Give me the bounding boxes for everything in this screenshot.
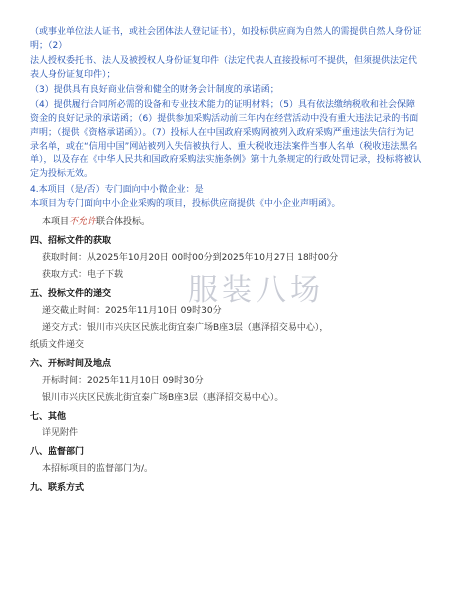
section-8-title: 八、监督部门 (30, 447, 85, 458)
requirement-line-2: 法人授权委托书、法人及被授权人身份证复印件（法定代表人直接投标可不提供，但须提供法定代表人身份证复印件）； (30, 55, 418, 80)
section-6-place: 银川市兴庆区民族北街宜泰广场B座3层（惠泽招交易中心）。 (42, 392, 284, 403)
document-body (30, 26, 422, 499)
requirement-line-1: （或事业单位法人证书，或社会团体法人登记证书），如投标供应商为自然人的需提供自然人身份证明；（2） (30, 27, 422, 51)
requirement-line-3: （3）提供具有良好商业信誉和健全的财务会计制度的承诺函； (30, 84, 279, 95)
watermark-text: 服装八场 (188, 273, 324, 308)
section-8-detail: 本招标项目的监督部门为/。 (42, 464, 154, 475)
section-7-title: 七、其他 (30, 411, 67, 422)
section-6-time: 开标时间：2025年11月10日 09时30分 (42, 375, 204, 386)
section-4-time: 获取时间：从2025年10月20日 00时00分到2025年10月27日 18时00分 (42, 253, 339, 264)
section-5-address: 递交方式：银川市兴庆区民族北街宜泰广场B座3层（惠泽招交易中心）， (42, 322, 329, 333)
section-5-deadline: 递交截止时间：2025年11月10日 09时30分 (42, 305, 222, 316)
section-7-detail[interactable]: 详见附件 (42, 428, 79, 439)
consortium-note-prefix: 本项目 (42, 217, 70, 228)
qualification-requirements (30, 26, 422, 182)
consortium-note-italic: 不允许 (69, 217, 97, 228)
consortium-note (30, 216, 422, 230)
section-4-title: 四、招标文件的获取 (30, 236, 112, 247)
section-6-title: 六、开标时间及地点 (30, 358, 112, 369)
section-9-title: 九、联系方式 (30, 483, 85, 494)
section-4-method-text: 获取方式：电子下载 (42, 270, 124, 280)
section-5-title: 五、投标文件的递交 (30, 288, 112, 299)
sme-line-1: 4.本项目（是/否）专门面向中小微企业：是 (30, 185, 204, 196)
sme-line-2: 本项目为专门面向中小企业采购的项目，投标供应商提供《中小企业声明函》。 (30, 199, 341, 210)
consortium-note-suffix: 联合体投标。 (96, 217, 151, 228)
section-5-form: 纸质文件递交 (30, 339, 85, 350)
requirement-line-4: （4）提供履行合同所必需的设备和专业技术能力的证明材料；（5）具有依法缴纳税收和社会保障资金的良好记录的承诺函；（6）提供参加采购活动前三年内在经营活动中没有重大违法记录的书面声明；（提供《资格承诺函》）。（7）投标人在中国政府采购网被列入政府采购严重违法失信行为记录名单，或在“信用中国”网站被列入失信被执行人、重大税收违法案件当事人名单（税收违法黑名单），以及存在《中华人民共和国政府采购法实施条例》第十九条规定的行政处罚记录，投标将被认定为投标无效。 (30, 99, 422, 180)
section-4-method (30, 269, 422, 283)
